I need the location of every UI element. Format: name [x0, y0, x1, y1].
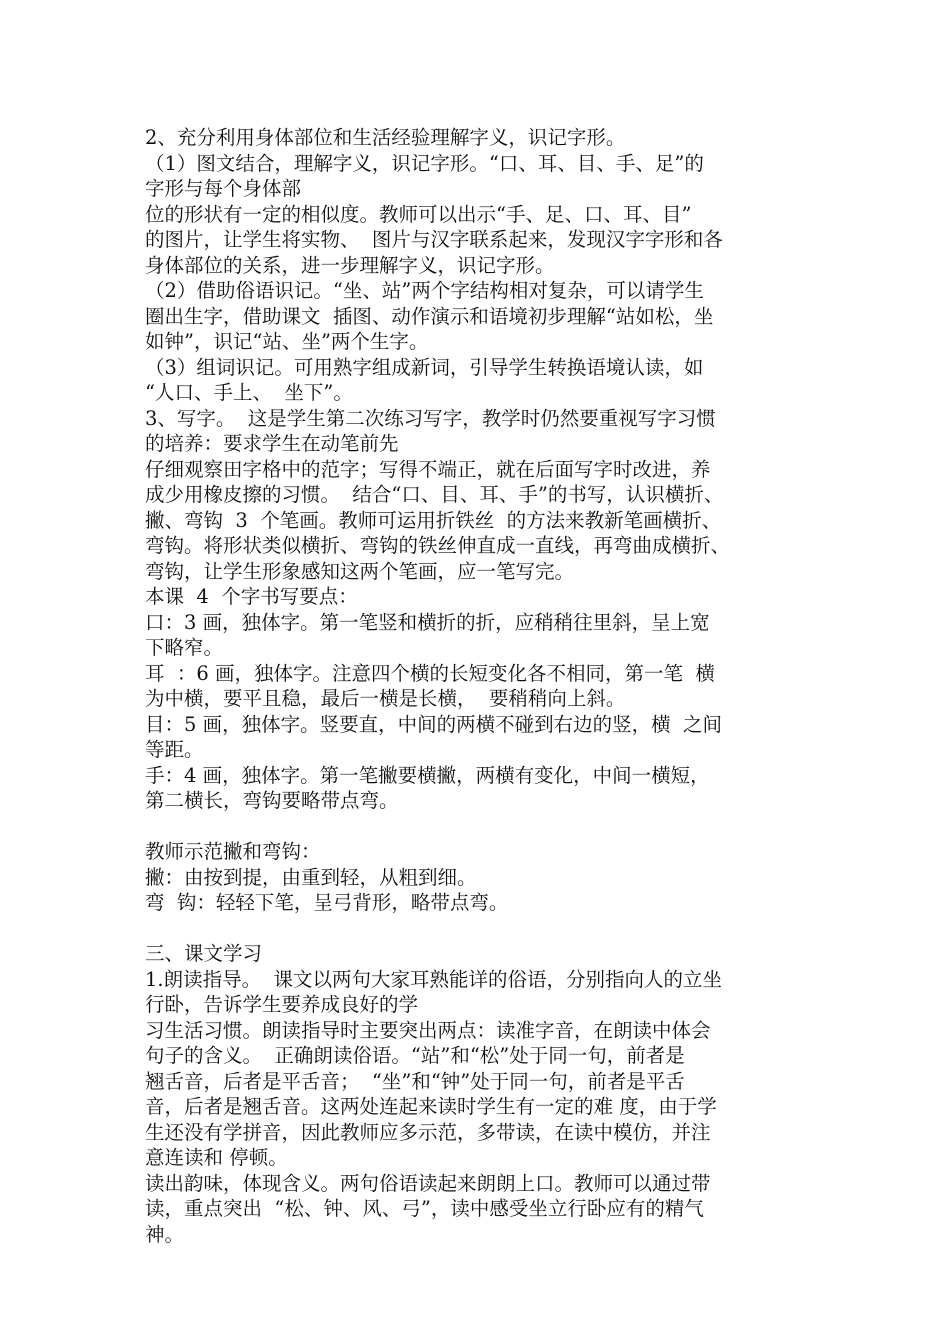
text-line: （2）借助俗语识记。“坐、站”两个字结构相对复杂，可以请学生	[145, 279, 704, 302]
blank-line	[145, 814, 825, 840]
text-line: “人口、手上、 坐下”。	[145, 381, 353, 404]
text-line: 如钟”，识记“站、坐”两个生字。	[145, 330, 429, 353]
text-line: 等距。	[145, 738, 204, 761]
text-line: 的图片，让学生将实物、 图片与汉字联系起来，发现汉字字形和各	[145, 228, 723, 251]
document-page	[145, 125, 825, 1247]
text-line: （1）图文结合，理解字义，识记字形。“口、耳、目、手、足”的	[145, 151, 704, 175]
text-line: 2、充分利用身体部位和生活经验理解字义，识记字形。	[145, 126, 626, 149]
text-line: 撇、弯钩 3 个笔画。教师可运用折铁丝 的方法来教新笔画横折、	[145, 508, 722, 532]
text-line: 成少用橡皮擦的习惯。 结合“口、目、耳、手”的书写，认识横折、	[145, 483, 724, 506]
text-line: 本课 4 个字书写要点：	[145, 585, 358, 608]
text-line: 下略窄。	[145, 636, 224, 659]
text-line: 圈出生字，借助课文 插图、动作演示和语境初步理解“站如松，坐	[145, 304, 714, 328]
text-line: 读，重点突出 “松、钟、风、弓”，读中感受坐立行卧应有的精气	[145, 1197, 704, 1220]
text-line: 意连读和 停顿。	[145, 1146, 288, 1169]
text-line: 弯钩。将形状类似横折、弯钩的铁丝伸直成一直线，再弯曲成横折、	[145, 534, 731, 557]
text-line: 耳 ：6 画，独体字。注意四个横的长短变化各不相同，第一笔 横	[145, 661, 715, 685]
text-line: 1.朗读指导。 课文以两句大家耳熟能详的俗语，分别指向人的立坐	[145, 967, 723, 991]
text-line: 手：4 画，独体字。第一笔撇要横撇，两横有变化，中间一横短，	[145, 763, 710, 787]
text-line: 教师示范撇和弯钩：	[145, 840, 321, 863]
text-line: 行卧，告诉学生要养成良好的学	[145, 993, 419, 1016]
text-line: 的培养：要求学生在动笔前先	[145, 432, 399, 455]
text-line: 弯 钩：轻轻下笔，呈弓背形，略带点弯。	[145, 891, 509, 914]
text-line: 神。	[145, 1222, 185, 1246]
text-line: 翘舌音，后者是平舌音； “坐”和“钟”处于同一句，前者是平舌	[145, 1069, 685, 1093]
text-line: 句子的含义。 正确朗读俗语。“站”和“松”处于同一句，前者是	[145, 1044, 685, 1067]
text-line: 习生活习惯。朗读指导时主要突出两点：读准字音，在朗读中体会	[145, 1018, 711, 1042]
text-line: 生还没有学拼音，因此教师应多示范，多带读，在读中模仿，并注	[145, 1120, 711, 1144]
section-heading: 三、课文学习	[145, 942, 263, 965]
text-line: 口：3 画，独体字。第一笔竖和横折的折，应稍稍往里斜，呈上宽	[145, 610, 710, 634]
text-line: 身体部位的关系，进一步理解字义，识记字形。	[145, 253, 555, 277]
text-line: 位的形状有一定的相似度。教师可以出示“手、足、口、耳、目”	[145, 202, 692, 226]
blank-line	[145, 916, 825, 942]
text-line: 撇：由按到提，由重到轻，从粗到细。	[145, 865, 477, 889]
text-line: 目：5 画，独体字。竖要直，中间的两横不碰到右边的竖，横 之间	[145, 712, 723, 736]
text-line: 字形与每个身体部	[145, 177, 302, 200]
text-line: 第二横长，弯钩要略带点弯。	[145, 789, 399, 812]
text-line: 音，后者是翘舌音。这两处连起来读时学生有一定的难 度，由于学	[145, 1095, 717, 1118]
text-line: （3）组词识记。可用熟字组成新词，引导学生转换语境认读，如	[145, 355, 704, 379]
text-line: 读出韵味，体现含义。两句俗语读起来朗朗上口。教师可以通过带	[145, 1171, 711, 1195]
text-line: 为中横，要平且稳，最后一横是长横， 要稍稍向上斜。	[145, 687, 626, 710]
text-line: 3、写字。 这是学生第二次练习写字，教学时仍然要重视写字习惯	[145, 406, 716, 430]
text-line: 弯钩，让学生形象感知这两个笔画，应一笔写完。	[145, 559, 575, 583]
text-line: 仔细观察田字格中的范字；写得不端正，就在后面写字时改进，养	[145, 457, 711, 481]
